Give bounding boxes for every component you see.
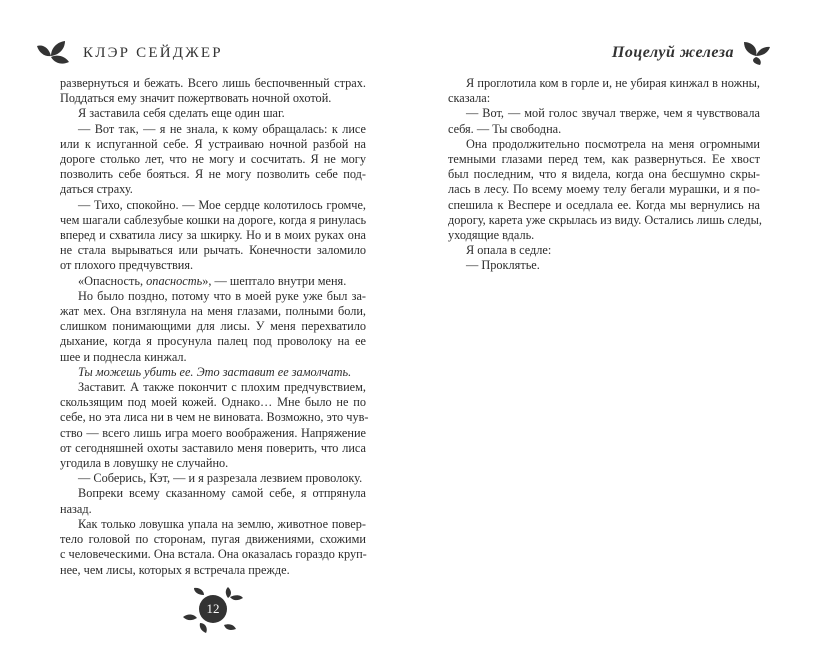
paragraph <box>448 258 760 273</box>
text-line <box>60 319 366 334</box>
text-line <box>60 486 366 501</box>
text-segment: темными глазами перед тем, как развернуться. Ее хвост <box>448 152 760 167</box>
text-segment: себе, но эта лиса ни в чем не виновата. Возможно, это чув- <box>60 410 369 425</box>
text-segment: Поддаться ему значит пожертвовать ночной охотой. <box>60 91 332 106</box>
paragraph <box>60 486 366 516</box>
author-name: КЛЭР СЕЙДЖЕР <box>83 44 223 61</box>
text-segment: был последним, что я видела, когда она бесшумно скры- <box>448 167 760 182</box>
paragraph <box>60 289 366 365</box>
text-line <box>448 167 760 182</box>
text-line <box>60 106 366 121</box>
running-header-left <box>35 40 223 66</box>
paragraph <box>448 136 763 243</box>
paragraph <box>60 274 366 289</box>
text-line <box>60 243 366 258</box>
text-segment: шее и поднесла кинжал. <box>60 349 187 364</box>
text-line <box>448 228 760 243</box>
leaf-ornament-icon <box>742 40 772 66</box>
paragraph <box>60 198 366 274</box>
text-line <box>60 167 366 182</box>
paragraph <box>60 106 366 121</box>
text-line <box>60 350 366 365</box>
text-line <box>448 76 760 91</box>
text-segment: лась в лесу. По всему моему телу бегали мурашки, и я по- <box>448 182 760 197</box>
text-line <box>448 198 760 213</box>
text-segment: — Проклятье. <box>466 258 540 273</box>
text-line <box>448 122 760 137</box>
paragraph <box>60 517 366 578</box>
paragraph <box>60 471 366 486</box>
text-segment: — Соберись, Кэт, — и я разрезала лезвием проволоку. <box>78 471 363 486</box>
text-segment: — Вот, — мой голос звучал тверже, чем я чувствовала <box>466 106 760 121</box>
text-line <box>60 198 366 213</box>
text-line <box>448 91 760 106</box>
text-segment: спешила к Веспере и оседлала ее. Когда мы вернулись на <box>448 197 760 212</box>
text-segment: вперед и схватила лису за шкирку. Но и в моих руках она <box>60 228 366 243</box>
text-segment: позволить себе бояться. Я не могу позволить себе под- <box>60 167 366 182</box>
text-line <box>60 532 366 547</box>
text-segment: от сегодняшней охоты заставило меня поверить, что лиса <box>60 440 366 455</box>
text-segment: дыхание, когда я просунула палец под проволоку на ее <box>60 334 366 349</box>
paragraph <box>60 122 366 198</box>
text-line <box>60 91 366 106</box>
text-segment: сказала: <box>448 91 491 106</box>
text-segment: жат мех. Она взглянула на меня глазами, полными боли, <box>60 304 366 319</box>
text-segment: даться страху. <box>60 182 133 197</box>
text-line <box>60 137 366 152</box>
text-segment: скользящим под моей кожей. Однако… Мне было не по <box>60 395 366 410</box>
book-title: Поцелуй железа <box>611 44 734 61</box>
text-segment: не стала вырываться или рычать. Конечности заломило <box>60 243 366 258</box>
text-segment: с человеческими. Она встала. Она оказалась гораздо круп- <box>60 547 367 562</box>
text-line <box>60 547 366 562</box>
paragraph <box>448 76 760 106</box>
text-segment: Вопреки всему сказанному самой себе, я отпрянула <box>78 486 366 501</box>
text-segment: — Тихо, спокойно. — Мое сердце колотилось громче, <box>78 197 366 212</box>
text-line <box>60 304 366 319</box>
text-line <box>60 122 366 137</box>
text-segment: Я заставила себя сделать еще один шаг. <box>78 106 285 121</box>
text-segment: », — шептало внутри меня. <box>202 273 347 288</box>
text-segment: Я опала в седле: <box>466 243 552 258</box>
text-segment: себя. — Ты свободна. <box>448 121 562 136</box>
text-line <box>60 258 366 273</box>
italic-text: опасность <box>146 273 203 288</box>
text-line <box>60 563 366 578</box>
text-line <box>448 258 760 273</box>
text-segment: Как только ловушка упала на землю, животное повер- <box>78 516 366 531</box>
text-segment: или к испуганной себе. Я устраиваю ночной разбой на <box>60 136 366 151</box>
running-header-right <box>612 40 772 66</box>
text-line <box>60 152 366 167</box>
paragraph <box>448 106 760 136</box>
text-segment: «Опасность, <box>78 273 147 288</box>
text-segment: уходящие вдаль. <box>448 228 535 243</box>
text-line <box>448 152 760 167</box>
text-segment: угодила в ловушку не случайно. <box>60 456 229 471</box>
text-segment: слишком понимающими для лисы. У меня перехватило <box>60 319 366 334</box>
text-line <box>60 76 366 91</box>
text-segment: чем шагали саблезубые кошки на дороге, когда я ринулась <box>60 212 367 227</box>
text-line <box>60 441 366 456</box>
text-segment: нее, чем лисы, которых я встречала прежде. <box>60 562 290 577</box>
text-line <box>60 274 366 289</box>
text-segment: Она продолжительно посмотрела на меня огромными <box>466 136 760 151</box>
text-segment: ство — всего лишь игра моего воображения. Напряжение <box>60 425 366 440</box>
italic-text: Ты можешь убить ее. Это заставит ее замолчать. <box>78 364 352 379</box>
text-segment: Но было поздно, потому что в моей руке уже был за- <box>78 288 366 303</box>
text-line <box>60 410 369 425</box>
paragraph <box>60 380 369 471</box>
text-segment: Заставит. А также покончит с плохим предчувствием, <box>78 380 366 395</box>
text-line <box>448 212 763 228</box>
text-line <box>60 365 366 380</box>
text-line <box>60 426 366 441</box>
paragraph <box>60 365 366 380</box>
text-line <box>448 137 760 152</box>
text-line <box>60 289 366 304</box>
text-line <box>448 106 760 121</box>
text-line <box>60 517 366 532</box>
text-line <box>60 471 366 486</box>
text-segment: дороге столько лет, что не могу и сосчитать. Я не могу <box>60 152 366 167</box>
left-page-text <box>60 76 369 578</box>
text-line <box>60 456 366 471</box>
text-line <box>448 243 760 258</box>
text-segment: Я проглотила ком в горле и, не убирая кинжал в ножны, <box>466 76 760 90</box>
text-segment: тело головой по сторонам, пугая движениями, схожими <box>60 532 366 547</box>
text-segment: дорогу, карета уже скрылась из виду. Остались лишь следы, <box>448 212 763 227</box>
text-segment: — Вот так, — я не знала, к кому обращалась: к лисе <box>78 121 366 136</box>
leaf-ornament-icon <box>35 40 75 66</box>
page-number-ornament <box>180 585 246 635</box>
paragraph <box>60 76 366 106</box>
text-line <box>60 213 366 228</box>
text-segment: от плохого предчувствия. <box>60 258 194 273</box>
text-line <box>60 380 366 395</box>
text-segment: назад. <box>60 501 92 516</box>
paragraph <box>448 243 760 258</box>
page-number: 12 <box>206 601 220 616</box>
text-line <box>60 182 366 197</box>
text-line <box>448 182 760 197</box>
text-segment: развернуться и бежать. Всего лишь беспочвенный страх. <box>60 76 366 90</box>
text-line <box>60 502 366 517</box>
text-line <box>60 228 366 243</box>
text-line <box>60 334 366 349</box>
text-line <box>60 395 366 410</box>
right-page-text <box>448 76 763 274</box>
